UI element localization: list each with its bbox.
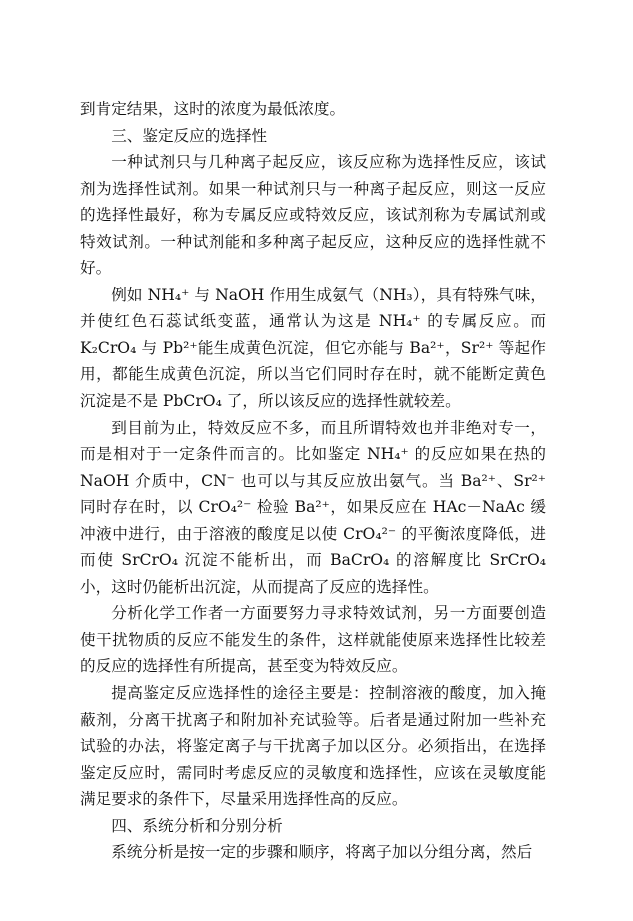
section-heading-selectivity: 三、鉴定反应的选择性 [111,126,268,145]
paragraph-example-ammonium: 例如 NH₄⁺ 与 NaOH 作用生成氨气（NH₃），具有特殊气味，并使红色石蕊试纸变蓝，通常认为这是 NH₄⁺ 的专属反应。而 K₂CrO₄ 与 Pb²⁺能生成黄色沉淀，但它亦能与 Ba²⁺，Sr²⁺ 等起作用，都能生成黄色沉淀，所以当它们同时存在时，就不能断定黄色沉淀是不是 PbCrO₄ 了，所以该反应的选择性就较差。 [80,285,546,411]
section-heading-systematic-analysis: 四、系统分析和分别分析 [111,816,283,835]
paragraph-continuation: 到肯定结果，这时的浓度为最低浓度。 [80,100,346,118]
paragraph-improve-selectivity: 提高鉴定反应选择性的途径主要是：控制溶液的酸度，加入掩蔽剂，分离干扰离子和附加补充试验等。后者是通过附加一些补充试验的办法，将鉴定离子与干扰离子加以区分。必须指出，在选择鉴定反应时，需同时考虑反应的灵敏度和选择性，应该在灵敏度能满足要求的条件下，尽量采用选择性高的反应。 [80,684,546,809]
paragraph-systematic-analysis: 系统分析是按一定的步骤和顺序，将离子加以分组分离，然后 [111,843,533,862]
paragraph-specific-reactions: 到目前为止，特效反应不多，而且所谓特效也并非绝对专一，而是相对于一定条件而言的。比如鉴定 NH₄⁺ 的反应如果在热的 NaOH 介质中，CN⁻ 也可以与其反应放出氨气。当 Ba²⁺、Sr²⁺ 同时存在时，以 CrO₄²⁻ 检验 Ba²⁺，如果反应在 HAc－NaAc 缓冲液中进行，由于溶液的酸度足以使 CrO₄²⁻ 的平衡浓度降低，进而使 SrCrO₄ 沉淀不能析出，而 BaCrO₄ 的溶解度比 SrCrO₄ 小，这时仍能析出沉淀，从而提高了反应的选择性。 [80,418,546,596]
paragraph-analytical-chemist: 分析化学工作者一方面要努力寻求特效试剂，另一方面要创造使干扰物质的反应不能发生的条件，这样就能使原来选择性比较差的反应的选择性有所提高，甚至变为特效反应。 [80,604,546,676]
paragraph-selective-reaction: 一种试剂只与几种离子起反应，该反应称为选择性反应，该试剂为选择性试剂。如果一种试剂只与一种离子起反应，则这一反应的选择性最好，称为专属反应或特效反应，该试剂称为专属试剂或特效试剂。一种试剂能和多种离子起反应，这种反应的选择性就不好。 [80,153,546,278]
document-page [80,96,546,866]
